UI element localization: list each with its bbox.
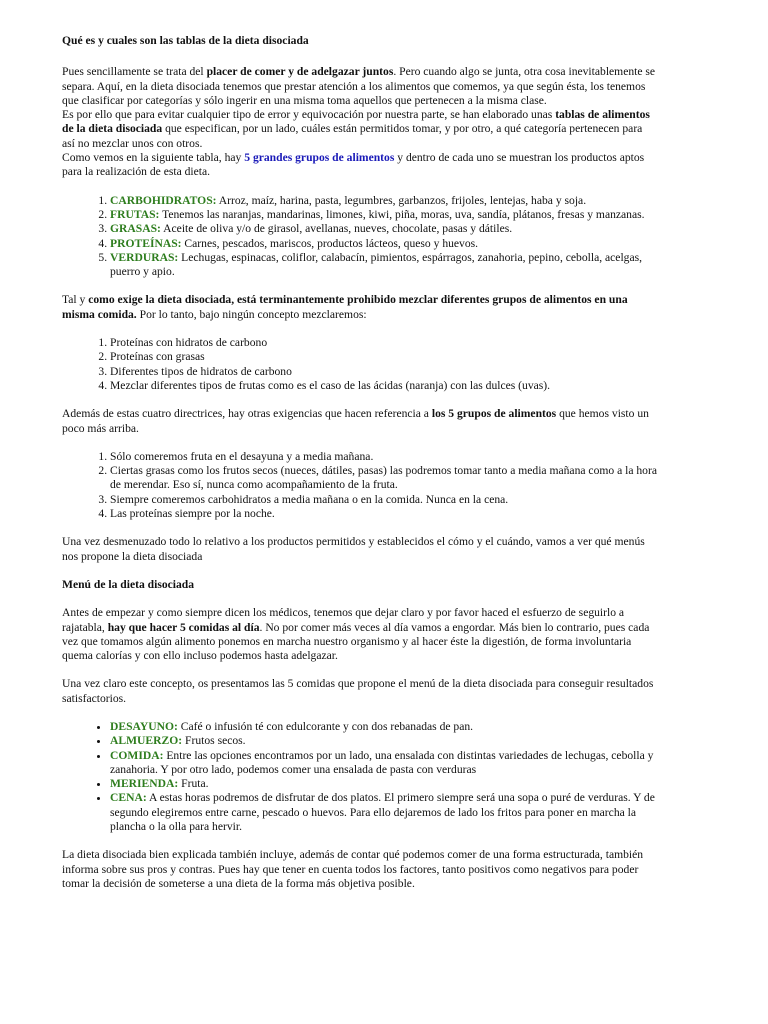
list-item: 1. Sólo comeremos fruta en el desayuna y a media mañana. — [110, 450, 658, 464]
menu-section-title: Menú de la dieta disociada — [62, 577, 195, 591]
list-item: • ALMUERZO: Frutos secos. — [110, 734, 658, 748]
list-item: 1. CARBOHIDRATOS: Arroz, maíz, harina, pasta, legumbres, garbanzos, frijoles, lentejas, haba y soja. — [110, 194, 658, 208]
list-item: 5. VERDURAS: Lechugas, espinacas, coliflor, calabacín, pimientos, espárragos, zanahoria, pepino, cebolla, acelgas, puerro y apio. — [110, 251, 658, 280]
rule-paragraph: Tal y como exige la dieta disociada, está terminantemente prohibido mezclar diferentes grupos de alimentos en una misma comida. Por lo tanto, bajo ningún concepto mezclaremos: — [62, 293, 628, 321]
food-groups-list — [62, 194, 658, 280]
menu-intro-paragraph: Antes de empezar y como siempre dicen los médicos, tenemos que dejar claro y por favor haced el esfuerzo de seguirlo a rajatabla, hay que hacer 5 comidas al día. No por comer más veces al día vamos a engordar. Más bien lo contrario, pues cada vez que tomamos algún alimento ponemos en marcha nuestro organismo y al hacer éste la digestión, de forma involuntaria quema calorías y con ello incluso podemos hasta adelgazar. — [62, 606, 650, 663]
intro-paragraph-3: Como vemos en la siguiente tabla, hay 5 grandes grupos de alimentos y dentro de cada uno se muestran los productos aptos para la realización de esta dieta. — [62, 151, 645, 179]
list-item: 4. PROTEÍNAS: Carnes, pescados, mariscos, productos lácteos, queso y huevos. — [110, 237, 658, 251]
menu-lead-paragraph: Una vez claro este concepto, os presentamos las 5 comidas que propone el menú de la dieta disociada para conseguir resultados satisfactorios. — [62, 677, 654, 705]
transition-paragraph: Una vez desmenuzado todo lo relativo a los productos permitidos y establecidos el cómo y el cuándo, vamos a ver qué menús nos propone la dieta disociada — [62, 535, 645, 563]
extra-rules-list — [62, 450, 658, 521]
extra-paragraph: Además de estas cuatro directrices, hay otras exigencias que hacen referencia a los 5 grupos de alimentos que hemos visto un poco más arriba. — [62, 407, 649, 435]
closing-paragraph: La dieta disociada bien explicada también incluye, además de contar qué podemos comer de una forma estructurada, también informa sobre sus pros y contras. Pues hay que tener en cuenta todos los factores, tanto positivos como negativos para poder tomar la decisión de someterse a una dieta de la forma más objetiva posible. — [62, 848, 644, 890]
list-item: 3. Siempre comeremos carbohidratos a media mañana o en la comida. Nunca en la cena. — [110, 493, 658, 507]
list-item: 3. GRASAS: Aceite de oliva y/o de girasol, avellanas, nueves, chocolate, pasas y dátiles. — [110, 222, 658, 236]
list-item: 3. Diferentes tipos de hidratos de carbono — [110, 365, 658, 379]
list-item: 4. Mezclar diferentes tipos de frutas como es el caso de las ácidas (naranja) con las dulces (uvas). — [110, 379, 658, 393]
intro-paragraph-2: Es por ello que para evitar cualquier tipo de error y equivocación por nuestra parte, se han elaborado unas tablas de alimentos de la dieta disociada que especifican, por un lado, cuáles están permitidos tomar, y por otro, a qué categoría pertenecen para así no mezclar unos con otros. — [62, 108, 650, 150]
intro-paragraph-1: Pues sencillamente se trata del placer de comer y de adelgazar juntos. Pero cuando algo se junta, otra cosa inevitablemente se separa. Aquí, en la dieta disociada tenemos que prestar atención a los alimentos que comemos, ya que según ésta, los tenemos que clasificar por categorías y sólo ingerir en una misma toma aquellos que pertenecen a la misma clase. — [62, 65, 656, 107]
meals-list — [62, 720, 658, 834]
list-item: • DESAYUNO: Café o infusión té con edulcorante y con dos rebanadas de pan. — [110, 720, 658, 734]
page-title: Qué es y cuales son las tablas de la dieta disociada — [62, 34, 309, 47]
list-item: 1. Proteínas con hidratos de carbono — [110, 336, 658, 350]
list-item: 2. FRUTAS: Tenemos las naranjas, mandarinas, limones, kiwi, piña, moras, uva, sandía, plátanos, fresas y manzanas. — [110, 208, 658, 222]
list-item: • COMIDA: Entre las opciones encontramos por un lado, una ensalada con distintas variedades de lechugas, cebolla y zanahoria. Y por otro lado, podemos comer una ensalada de pasta con verduras — [110, 749, 658, 778]
list-item: • CENA: A estas horas podremos de disfrutar de dos platos. El primero siempre será una sopa o puré de verduras. Y de segundo elegiremos entre carne, pescado o huevos. Para ello dejaremos de lado los fritos para poner en marcha la plancha o la olla para hervir. — [110, 791, 658, 834]
list-item: 2. Proteínas con grasas — [110, 350, 658, 364]
food-groups-link[interactable]: 5 grandes grupos de alimentos — [244, 151, 395, 165]
no-mix-list — [62, 336, 658, 393]
list-item: • MERIENDA: Fruta. — [110, 777, 658, 791]
list-item: 4. Las proteínas siempre por la noche. — [110, 507, 658, 521]
list-item: 2. Ciertas grasas como los frutos secos (nueces, dátiles, pasas) las podremos tomar tanto a media mañana como a la hora de merendar. Eso sí, nunca como acompañamiento de la fruta. — [110, 464, 658, 493]
